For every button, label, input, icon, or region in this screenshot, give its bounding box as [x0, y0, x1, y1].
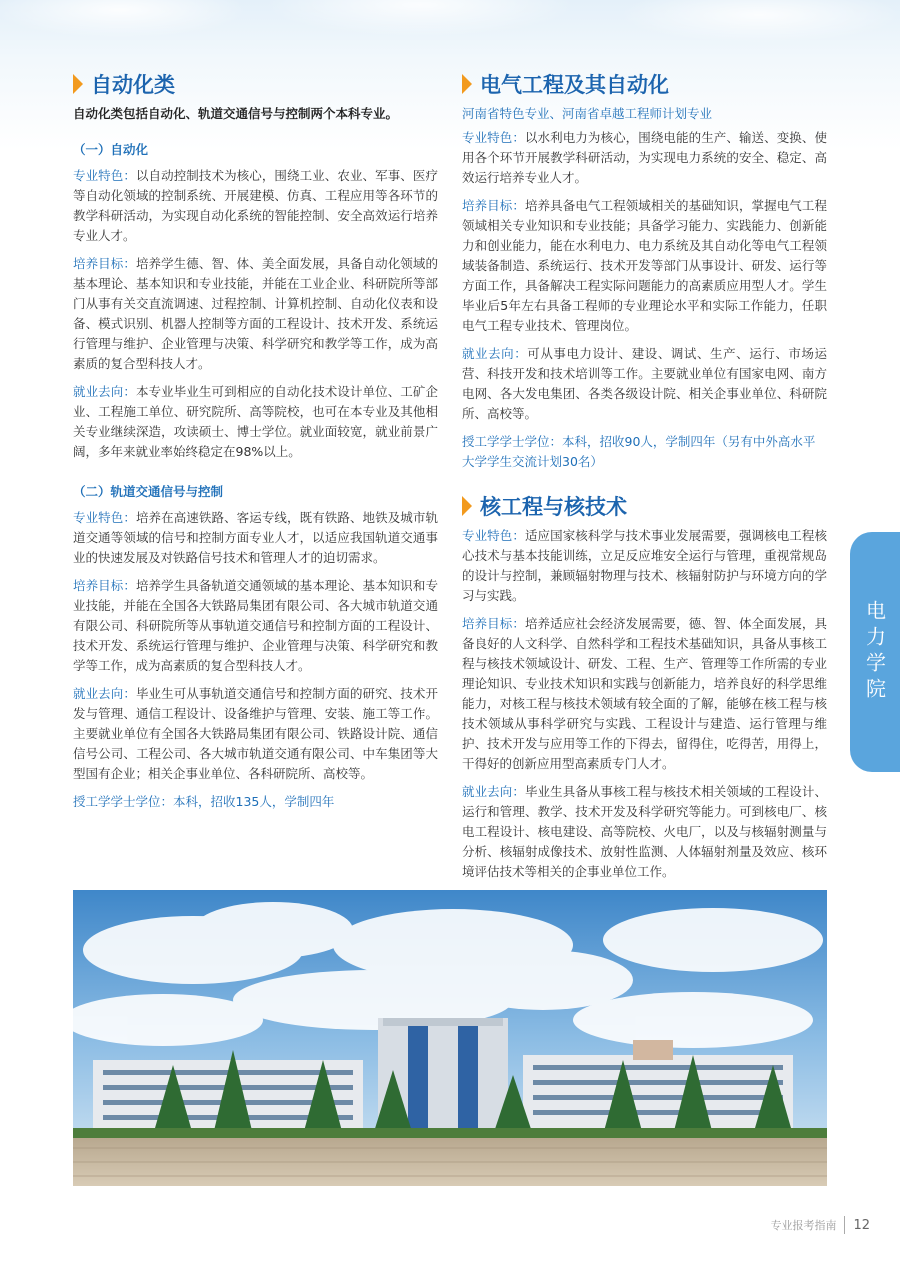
goal-text: 培养适应社会经济发展需要，德、智、体全面发展，具备良好的人文科学、自然科学和工程技术基础知识，具备从事核工程与核技术领域设计、研发、工程、生产、管理等工作所需的专业理论知识、专业技术知识和实践与创新能力，培养良好的科学思维能力，对核工程与核技术领域有较全面的了解，能够在核工程与核技术领域从事科学研究与实践、工程设计与建造、运行管理与维护、技术开发与应用等工作的下得去，留得住，吃得苦，用得上，干得好的创新应用型高素质专门人才。 — [462, 616, 827, 771]
goal-text: 培养学生具备轨道交通领域的基本理论、基本知识和专业技能，并能在全国各大铁路局集团有限公司、各大城市轨道交通有限公司、科研院所等从事轨道交通信号和控制方面的工程设计、技术开发、系统运行管理与维护、企业管理与决策、科学研究和教学等工作，成为高素质的复合型科技人才。 — [73, 578, 438, 673]
section-title-nuclear — [462, 490, 827, 522]
career-text: 毕业生具备从事核工程与核技术相关领域的工程设计、运行和管理、教学、技术开发及科学研究等能力。可到核电厂、核电工程设计、核电建设、高等院校、火电厂，以及与核辐射测量与分析、核辐射成像技术、放射性监测、人体辐射剂量及效应、核环境评估技术等相关的企事业单位工作。 — [462, 784, 827, 879]
career-text: 毕业生可从事轨道交通信号和控制方面的研究、技术开发与管理、通信工程设计、设备维护与管理、安装、施工等工作。主要就业单位有全国各大铁路局集团有限公司、铁路设计院、通信信号公司、工程公司、各大城市轨道交通有限公司、中车集团等大型国有企业；相关企事业单位、各科研院所、高校等。 — [73, 686, 438, 781]
career-text: 可从事电力设计、建设、调试、生产、运行、市场运营、科技开发和技术培训等工作。主要就业单位有国家电网、南方电网、各大发电集团、各类各级设计院、相关企事业单位、科研院所、高校等。 — [462, 346, 827, 421]
goal-label: 培养目标： — [462, 616, 525, 631]
automation-feature — [73, 166, 438, 246]
feature-text: 培养在高速铁路、客运专线，既有铁路、地铁及城市轨道交通等领域的信号和控制方面专业人才，以适应我国轨道交通事业的快速发展及对铁路信号技术和管理人才的迫切需求。 — [73, 510, 438, 565]
automation-goal — [73, 254, 438, 374]
feature-label: 专业特色： — [462, 130, 525, 145]
nuclear-goal — [462, 614, 827, 774]
feature-text: 以水利电力为核心，围绕电能的生产、输送、变换、使用各个环节开展教学科研活动，为实现电力系统的安全、稳定、高效运行培养专业人才。 — [462, 130, 827, 185]
section-title-electrical — [462, 68, 827, 100]
goal-label: 培养目标： — [73, 256, 136, 271]
rail-feature — [73, 508, 438, 568]
career-text: 本专业毕业生可到相应的自动化技术设计单位、工矿企业、工程施工单位、研究院所、高等院校，也可在本专业及其他相关专业继续深造，攻读硕士、博士学位。就业面较宽，就业前景广阔，多年来就业率始终稳定在98%以上。 — [73, 384, 438, 459]
rail-degree-info: 授工学学士学位：本科，招收135人，学制四年 — [73, 794, 335, 809]
electrical-degree-info: 授工学学士学位：本科，招收90人，学制四年（另有中外高水平大学学生交流计划30名） — [462, 434, 816, 469]
feature-text: 适应国家核科学与技术事业发展需要，强调核电工程核心技术与基本技能训练，立足反应堆安全运行与管理，重视常规岛的设计与控制，兼顾辐射物理与技术、核辐射防护与环境方向的学习与实践。 — [462, 528, 827, 603]
college-side-tab — [850, 532, 900, 772]
page-number: 12 — [853, 1217, 870, 1233]
footer-guide-title: 专业报考指南 — [770, 1219, 837, 1232]
nuclear-career — [462, 782, 827, 882]
electrical-career — [462, 344, 827, 424]
feature-label: 专业特色： — [73, 510, 136, 525]
electrical-feature — [462, 128, 827, 188]
left-column — [73, 68, 438, 830]
page-header-sky — [0, 0, 900, 70]
feature-label: 专业特色： — [462, 528, 525, 543]
goal-label: 培养目标： — [73, 578, 136, 593]
section-title-text: 核工程与核技术 — [480, 495, 627, 519]
section-intro: 自动化类包括自动化、轨道交通信号与控制两个本科专业。 — [73, 106, 399, 121]
feature-label: 专业特色： — [73, 168, 136, 183]
subsection-heading-rail: （二）轨道交通信号与控制 — [73, 484, 224, 499]
feature-text: 以自动控制技术为核心，围绕工业、农业、军事、医疗等自动化领域的控制系统、开展建模、仿真、工程应用等各环节的教学科研活动，为实现自动化系统的智能控制、安全高效运行培养专业人才。 — [73, 168, 438, 243]
triangle-bullet-icon — [73, 74, 83, 94]
page-footer — [700, 1215, 870, 1235]
section-title-text: 自动化类 — [91, 73, 175, 97]
automation-career — [73, 382, 438, 462]
section-title-text: 电气工程及其自动化 — [480, 73, 669, 97]
triangle-bullet-icon — [462, 74, 472, 94]
triangle-bullet-icon — [462, 496, 472, 516]
nuclear-feature — [462, 526, 827, 606]
college-side-tab-label: 电力学院 — [862, 600, 887, 704]
right-column — [462, 68, 827, 928]
career-label: 就业去向： — [462, 784, 525, 799]
goal-text: 培养具备电气工程领域相关的基础知识，掌握电气工程领域相关专业知识和专业技能；具备学习能力、实践能力、创新能力和创业能力，能在水利电力、电力系统及其自动化等电气工程领域装备制造、系统运行、技术开发等部门从事设计、研发、运行等方面工作，具备解决工程实际问题能力的高素质应用型人才。学生毕业后5年左右具备工程师的专业理论水平和实际工作能力，任职电气工程专业技术、管理岗位。 — [462, 198, 827, 333]
campus-building-photo — [73, 890, 827, 1186]
goal-text: 培养学生德、智、体、美全面发展，具备自动化领域的基本理论、基本知识和专业技能，并能在工业企业、科研院所等部门从事有关交直流调速、过程控制、计算机控制、自动化仪表和设备、模式识别、机器人控制等方面的工程设计、技术开发、系统运行管理与维护、企业管理与决策、科学研究和教学等工作，成为高素质的复合型科技人才。 — [73, 256, 438, 371]
electrical-goal — [462, 196, 827, 336]
career-label: 就业去向： — [73, 686, 136, 701]
rail-goal — [73, 576, 438, 676]
campus-photo-illustration — [73, 890, 827, 1186]
subsection-heading-automation: （一）自动化 — [73, 142, 149, 157]
footer-divider — [844, 1216, 845, 1234]
electrical-special-designation: 河南省特色专业、河南省卓越工程师计划专业 — [462, 106, 713, 121]
career-label: 就业去向： — [73, 384, 136, 399]
rail-career — [73, 684, 438, 784]
goal-label: 培养目标： — [462, 198, 525, 213]
section-title-automation — [73, 68, 438, 100]
career-label: 就业去向： — [462, 346, 528, 361]
